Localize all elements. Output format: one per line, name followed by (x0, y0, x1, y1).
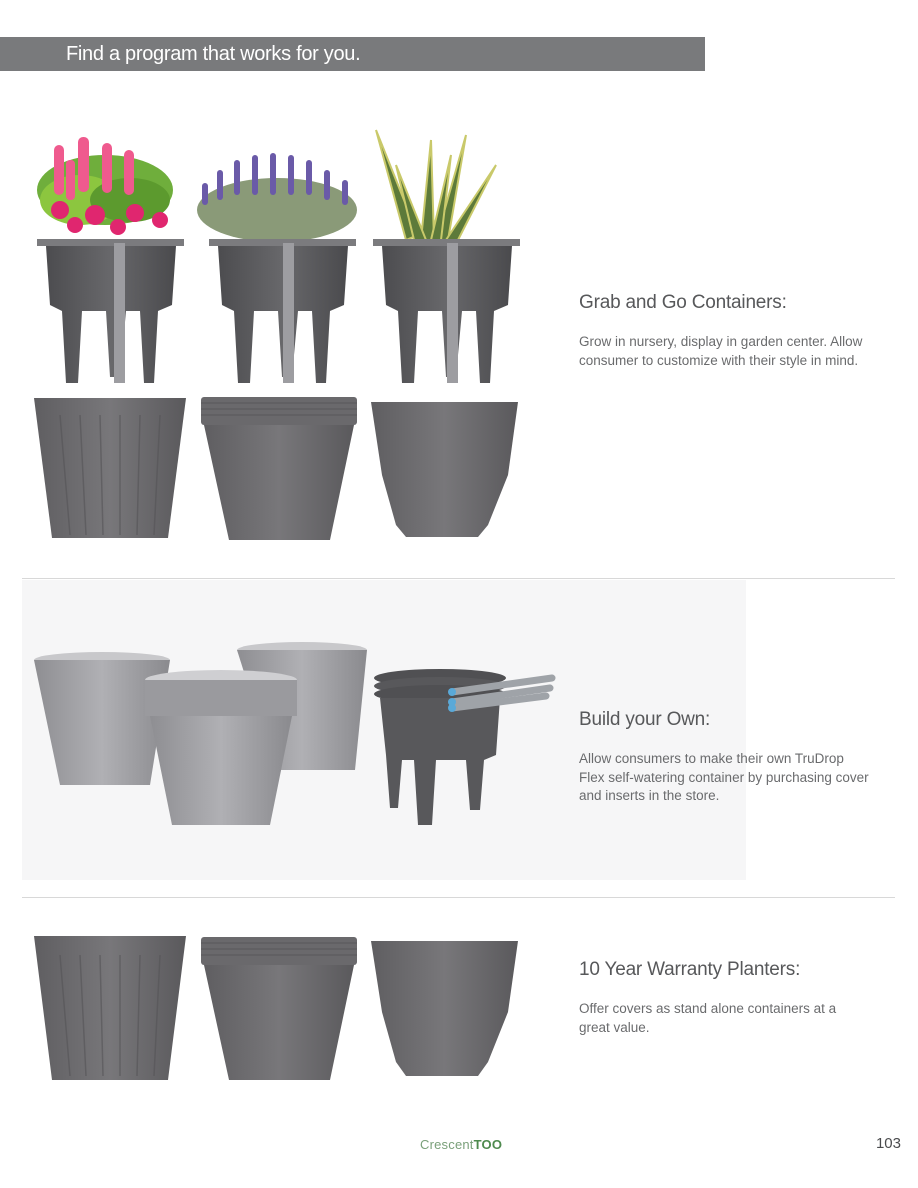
lavender-insert (197, 153, 357, 383)
section-body-warranty: Offer covers as stand alone containers at a great value. (579, 1001, 837, 1035)
banner-title: Find a program that works for you. (66, 43, 361, 65)
section-body-build-your-own: Allow consumers to make their own TruDrop Flex self-watering container by purchasing cover and inserts in the store. (579, 751, 869, 803)
grab-and-go-illustration (0, 115, 540, 555)
section-divider-2 (22, 897, 895, 898)
section-title-grab-and-go: Grab and Go Containers: (579, 292, 787, 313)
ribbed-rim-planter (201, 937, 357, 1080)
fluted-planter (34, 936, 186, 1080)
page-number: 103 (875, 1135, 901, 1152)
brand-name-part2: TOO (473, 1137, 503, 1152)
snake-plant-insert (373, 130, 520, 383)
fluted-cover (34, 398, 186, 538)
footer-brand-logo (420, 1137, 502, 1152)
warranty-planters-illustration (0, 930, 540, 1090)
section-divider-1 (22, 578, 895, 579)
build-your-own-illustration (0, 580, 760, 890)
section-body-grab-and-go: Grow in nursery, display in garden center. Allow consumer to customize with their style in mind. (579, 334, 863, 368)
brand-name-part1: Crescent (420, 1137, 474, 1152)
pink-flower-insert (37, 137, 184, 383)
ribbed-rim-cover (201, 397, 357, 540)
page-banner (0, 37, 705, 71)
tapered-planter (371, 941, 518, 1076)
light-ribbed-pot (145, 670, 297, 825)
section-title-build-your-own: Build your Own: (579, 709, 711, 730)
section-title-warranty: 10 Year Warranty Planters: (579, 959, 801, 980)
tapered-cover (371, 402, 518, 537)
